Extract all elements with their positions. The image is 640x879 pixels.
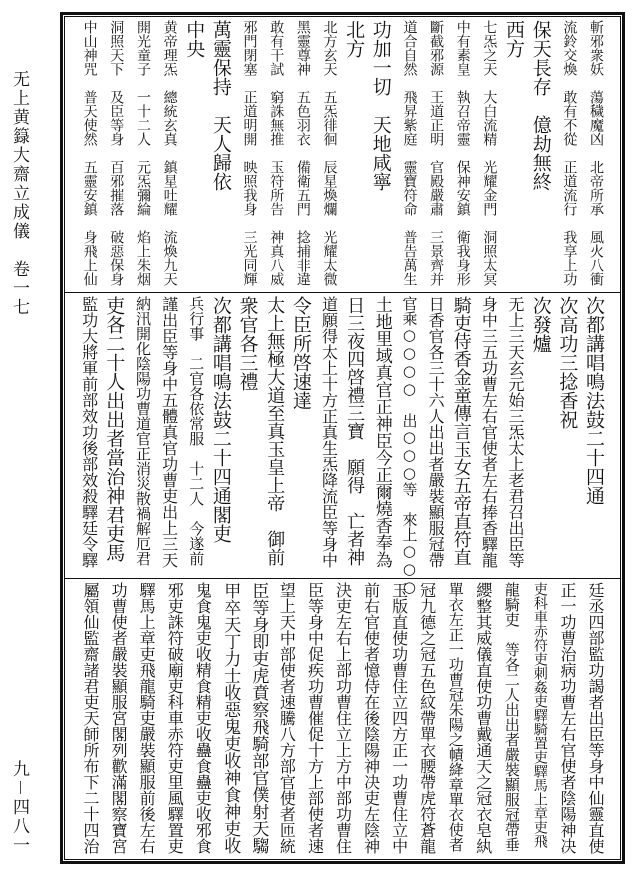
text-column: 監功大將軍前部效功後部效殺驛廷令驛 bbox=[79, 296, 99, 568]
text-column: 七炁之天 大白流精 光耀金門 洞照太冥 bbox=[481, 20, 498, 286]
text-column: 甲卒天丁力士收惡鬼吏收神食神吏收 bbox=[220, 582, 241, 854]
text-column: 保天長存 億劫無終 bbox=[529, 20, 552, 191]
text-column: 前右官使者憶侍在後陰陽神决吏左陰神 bbox=[361, 582, 381, 854]
text-column: 次都講唱鳴法鼓二十四通 bbox=[582, 296, 605, 505]
margin-page-number: 九－四八一 bbox=[9, 760, 29, 855]
register-divider-1 bbox=[64, 292, 621, 293]
text-column: 道合自然 飛昇紫庭 靈寶符命 普告萬生 bbox=[401, 20, 418, 286]
text-column: 功加一切 天地咸寧 bbox=[369, 20, 392, 191]
text-column: 開光童子 一十二人 元炁彌綸 焰上朱烟 bbox=[134, 20, 151, 286]
text-column: 屬領仙監齋諸君吏天師所布下二十四治 bbox=[81, 582, 101, 854]
text-column: 吏各二十人出出者當治神君吏馬 bbox=[103, 296, 126, 562]
text-column: 鬼食鬼吏收精食精吏收蠱食蠱吏收邪食 bbox=[193, 582, 213, 854]
text-column: 臣等身即吏虎賁察飛騎部官僕射天騶 bbox=[248, 582, 269, 854]
text-column: 身中三五功曹左右官使者左右捧香驛龍 bbox=[479, 296, 499, 568]
text-column: 臣等身中促疾功曹催促十方上部使者速 bbox=[305, 582, 325, 854]
text-column: 道願得太上十方正真生炁降流臣等身中 bbox=[319, 296, 339, 568]
text-column: 邪門閉塞 正道明開 映照我身 三光同輝 bbox=[241, 20, 258, 286]
text-column: 騎吏侍香金童傳言玉女五帝直符直 bbox=[450, 296, 472, 566]
text-column: 太上無極大道至真玉皇上帝 御前 bbox=[264, 296, 286, 566]
text-column: 无上三天玄元始三炁太上老君召出臣等 bbox=[506, 296, 526, 568]
text-column: 驛馬上章吏飛龍騎吏嚴裝顯服前後左右 bbox=[137, 582, 157, 854]
text-column: 廷丞四部監功謁者出臣等身中仙靈直使 bbox=[585, 582, 605, 854]
text-column: 冠九德之冠五色紋帶單衣腰帶虎符蒼龍 bbox=[417, 582, 437, 854]
text-column: 斷截邪源 王道正明 官殿嚴肅 三景齊并 bbox=[428, 20, 445, 286]
text-column: 決吏左右上部功曹住立上方中部功曹住 bbox=[333, 582, 353, 854]
text-column: 邪吏誅符破廟吏科車赤符吏里風驛置吏 bbox=[165, 582, 185, 854]
text-column: 吏科車赤符吏刺姦吏驛騎置吏驛馬上章吏飛 bbox=[531, 582, 548, 848]
text-column: 中山神咒 普天使然 五靈安鎮 身飛上仙 bbox=[81, 20, 98, 286]
text-column: 次都講唱鳴法鼓二十四通閣吏 bbox=[209, 296, 232, 543]
text-column: 望上天中部使者速騰八方部官使者匝統 bbox=[277, 582, 297, 854]
text-column: 北方玄天 五炁徘徊 辰星煥爛 光耀太微 bbox=[321, 20, 338, 286]
text-column: 敢有干試 窮誅無推 玉符所告 神真八威 bbox=[268, 20, 285, 286]
text-column: 兵行事 二官各依常服 十二人 今遂前 bbox=[187, 296, 206, 566]
text-column: 洞照天下 及臣等身 百邪摧落 破惡保身 bbox=[108, 20, 125, 286]
text-column: 萬靈保持 天人歸依 bbox=[209, 20, 232, 191]
text-column: 北方 bbox=[343, 20, 366, 58]
text-column: 中央 bbox=[183, 20, 206, 58]
text-column: 單衣左正一功曹冠朱陽之幘絳章單衣使者 bbox=[446, 582, 465, 852]
text-column: 西方 bbox=[503, 20, 526, 58]
text-column: 斬邪衆妖 蕩穢魔凶 北帝所承 風火八衝 bbox=[587, 20, 604, 286]
text-column: 令臣所啓速達 bbox=[289, 296, 312, 410]
text-column: 土地里域真官正神臣今正爾燒香奉為 bbox=[371, 296, 392, 568]
text-column: 次高功三捻香祝 bbox=[556, 296, 579, 429]
text-column: 衆官各三禮 bbox=[236, 296, 259, 391]
text-column: 玉版直使功曹住立四方正一功曹住立中 bbox=[389, 582, 409, 854]
text-column: 官乘○○○○ 出○○○等 來上○○○ bbox=[400, 296, 419, 596]
text-column: 中有素皇 執召帝靈 保神安鎮 衛我身形 bbox=[454, 20, 471, 286]
text-column: 正一功曹治病功曹左右官使者陰陽神决 bbox=[557, 582, 577, 854]
margin-title: 无上黄籙大齋立成儀 卷一七 bbox=[9, 70, 29, 317]
text-column: 纓整其威儀直使功曹戴通天之冠衣皂紈 bbox=[473, 582, 493, 854]
text-column: 黑靈尊神 五色羽衣 備衛五門 捻捕非違 bbox=[294, 20, 311, 286]
text-column: 流鈴交煥 敢有不從 正道流行 我享上功 bbox=[561, 20, 578, 286]
text-column: 黄帝理炁 總統玄真 鎮星吐耀 流煥九天 bbox=[161, 20, 178, 286]
text-column: 日香官各三十六人出出者嚴裝顯服冠帶 bbox=[426, 296, 446, 568]
text-column: 日三夜四啓禮三寶 願得 亡者神 bbox=[344, 296, 366, 566]
text-column: 次發爐 bbox=[529, 296, 552, 353]
text-column: 功曹使者嚴裝顯服宮閣列歡滿閣察寶宮 bbox=[109, 582, 129, 854]
text-column: 謹出臣等身中五體真官功曹吏出上三天 bbox=[159, 296, 179, 568]
text-column: 龍騎吏 等各二人出出者嚴裝顯服冠帶垂 bbox=[502, 582, 521, 852]
text-column: 納汛開化陰陽功曹道官正消災散禍解厄君 bbox=[133, 296, 152, 566]
register-divider-2 bbox=[64, 578, 621, 579]
